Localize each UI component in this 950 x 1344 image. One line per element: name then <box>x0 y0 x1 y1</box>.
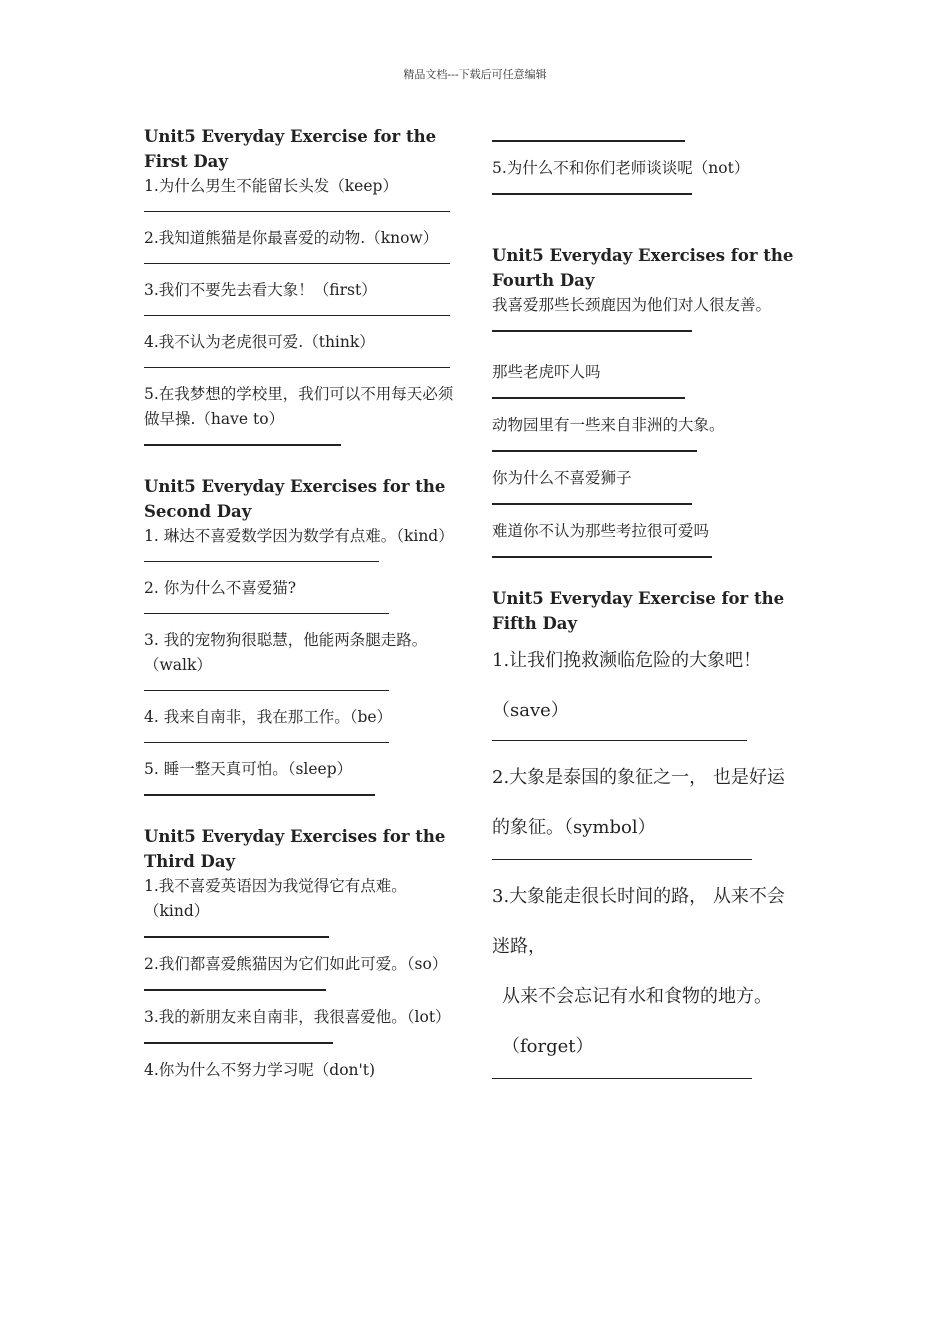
day5-q1-line2: （save） <box>492 700 569 721</box>
day5-title: Unit5 Everyday Exercise for the Fifth Day <box>492 589 785 633</box>
left-column <box>144 124 456 1083</box>
answer-line[interactable] <box>144 1042 333 1044</box>
answer-line[interactable] <box>144 263 450 264</box>
answer-line[interactable] <box>144 742 389 743</box>
answer-line[interactable] <box>492 193 692 195</box>
day4-q3: 动物园里有一些来自非洲的大象。 <box>492 416 725 434</box>
answer-line[interactable] <box>144 444 341 446</box>
answer-line[interactable] <box>492 740 747 741</box>
day5-q3-line2: 迷路， <box>492 936 546 957</box>
answer-line[interactable] <box>144 211 450 212</box>
day3-q2: 2.我们都喜爱熊猫因为它们如此可爱。（so） <box>144 955 448 973</box>
day3-q4: 4.你为什么不努力学习呢（don't) <box>144 1061 376 1079</box>
day3-q3: 3.我的新朋友来自南非，我很喜爱他。（lot） <box>144 1008 451 1026</box>
answer-line[interactable] <box>492 397 685 399</box>
answer-line[interactable] <box>144 690 389 691</box>
answer-line[interactable] <box>492 140 685 142</box>
day5-q3-line4: （forget） <box>502 1036 594 1057</box>
day3-q5: 5.为什么不和你们老师谈谈呢（not） <box>492 159 750 177</box>
day2-q2: 2. 你为什么不喜爱猫? <box>144 579 297 597</box>
day5-q2-line1: 2.大象是泰国的象征之一， 也是好运 <box>492 767 785 788</box>
right-column <box>492 128 812 1093</box>
answer-line[interactable] <box>144 613 389 614</box>
answer-line[interactable] <box>492 330 692 332</box>
day2-q5: 5. 睡一整天真可怕。（sleep） <box>144 760 353 778</box>
answer-line[interactable] <box>492 450 697 452</box>
day1-q4: 4.我不认为老虎很可爱.（think） <box>144 333 375 351</box>
answer-line[interactable] <box>144 989 326 991</box>
day1-title: Unit5 Everyday Exercise for the First Day <box>144 127 437 171</box>
day2-q1: 1. 琳达不喜爱数学因为数学有点难。（kind） <box>144 527 454 545</box>
day4-q5: 难道你不认为那些考拉很可爱吗 <box>492 522 710 540</box>
day4-q2: 那些老虎吓人吗 <box>492 363 601 381</box>
day1-q1: 1.为什么男生不能留长头发（keep） <box>144 177 398 195</box>
day4-title: Unit5 Everyday Exercises for the Fourth Day <box>492 246 794 290</box>
day5-q2-line2: 的象征。（symbol） <box>492 817 656 838</box>
answer-line[interactable] <box>144 794 375 796</box>
day1-q2: 2.我知道熊猫是你最喜爱的动物.（know） <box>144 229 439 247</box>
day1-q3: 3.我们不要先去看大象！（first） <box>144 281 377 299</box>
day5-q1-line1: 1.让我们挽救濒临危险的大象吧！ <box>492 650 762 671</box>
answer-line[interactable] <box>144 936 329 938</box>
day1-q5: 5.在我梦想的学校里，我们可以不用每天必须做早操.（have to） <box>144 385 454 428</box>
answer-line[interactable] <box>492 859 752 860</box>
answer-line[interactable] <box>492 503 692 505</box>
answer-line[interactable] <box>144 315 450 316</box>
day2-q4: 4. 我来自南非，我在那工作。（be） <box>144 708 393 726</box>
answer-line[interactable] <box>144 367 450 368</box>
answer-line[interactable] <box>492 1078 752 1079</box>
day3-q1: 1.我不喜爱英语因为我觉得它有点难。（kind） <box>144 877 407 920</box>
answer-line[interactable] <box>144 561 379 562</box>
day4-q1: 我喜爱那些长颈鹿因为他们对人很友善。 <box>492 296 772 314</box>
day5-q3-line1: 3.大象能走很长时间的路， 从来不会 <box>492 886 785 907</box>
day2-title: Unit5 Everyday Exercises for the Second Day <box>144 477 446 521</box>
day5-q3-line3: 从来不会忘记有水和食物的地方。 <box>502 986 772 1007</box>
answer-line[interactable] <box>492 556 712 558</box>
day4-q4: 你为什么不喜爱狮子 <box>492 469 632 487</box>
day3-title: Unit5 Everyday Exercises for the Third Day <box>144 827 446 871</box>
day2-q3: 3. 我的宠物狗很聪慧，他能两条腿走路。（walk） <box>144 631 428 674</box>
page-header: 精品文档---下载后可任意编辑 <box>403 68 547 81</box>
